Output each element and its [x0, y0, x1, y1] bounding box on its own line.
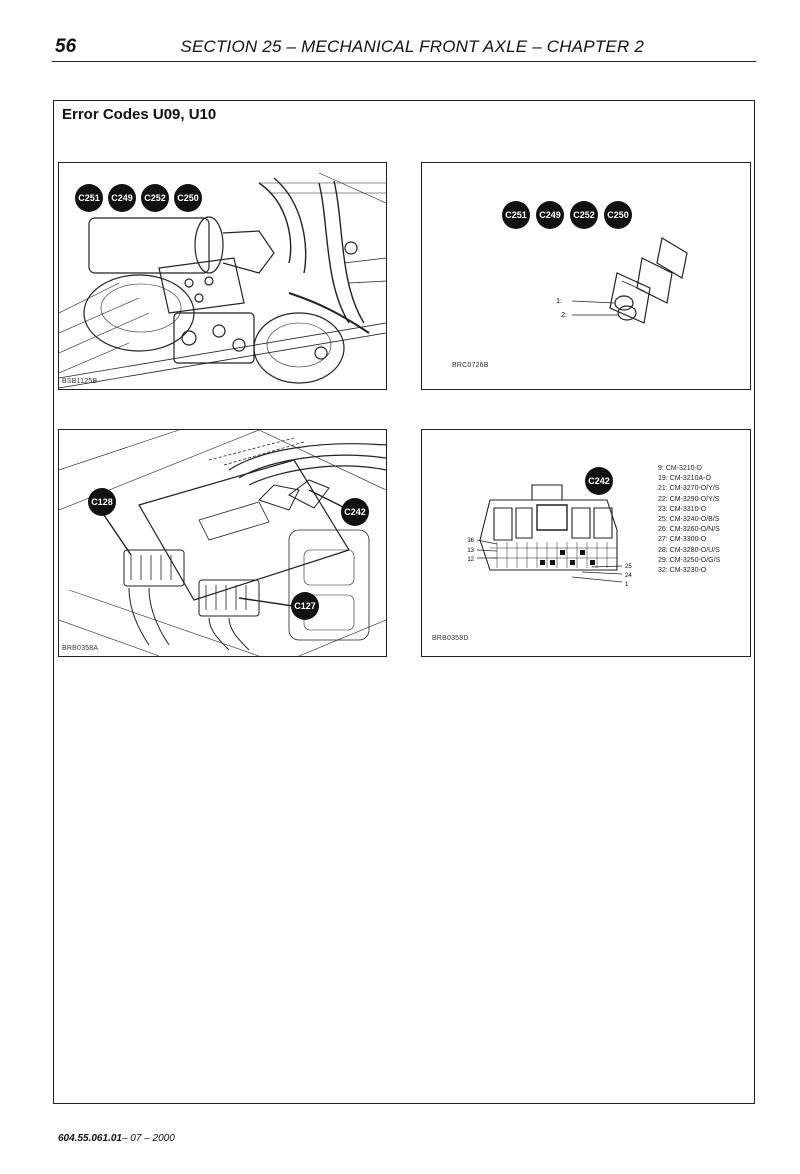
figure-1-ref: BSB1125B — [62, 378, 98, 385]
legend-row: 25: CM-3240-O/B/S — [658, 516, 720, 524]
legend-row: 28: CM-3280-O/U/S — [658, 546, 720, 554]
header-rule — [52, 61, 756, 62]
pin-12-label: 12 — [467, 557, 474, 563]
pin-2-label: 2: — [561, 312, 567, 319]
legend-row: 19: CM-3210A-O — [658, 475, 711, 483]
figure-1-art — [59, 163, 386, 389]
legend-row: 22: CM-3290-O/Y/S — [658, 495, 720, 503]
legend-row: 26: CM-3260-O/N/S — [658, 526, 720, 534]
fig1-label-c250: C250 — [177, 193, 199, 203]
figure-2-connector-drawing — [421, 162, 751, 390]
fig3-label-c127: C127 — [294, 601, 316, 611]
pin-36-label: 36 — [467, 538, 474, 544]
pin-13-label: 13 — [467, 548, 474, 554]
connector-label-group — [75, 184, 202, 212]
two-pin-connector — [572, 238, 687, 323]
section-title: SECTION 25 – MECHANICAL FRONT AXLE – CHAPTER 2 — [180, 37, 644, 56]
figure-4-pinout-drawing — [421, 429, 751, 657]
fig3-label-c242: C242 — [344, 507, 366, 517]
figure-2-ref: BRC0726B — [452, 362, 489, 369]
pin-1-number: 1 — [625, 582, 629, 588]
document-number: 604.55.061.01 — [58, 1133, 122, 1144]
legend-row: 29: CM-3250-O/G/S — [658, 556, 721, 564]
figure-2-art — [422, 163, 750, 389]
figure-3-controller-drawing — [58, 429, 387, 657]
figure-1-engine-drawing — [58, 162, 387, 390]
fig1-label-c252: C252 — [144, 193, 166, 203]
fig2-label-c250: C250 — [607, 210, 629, 220]
legend-row: 32: CM-3230-O — [658, 567, 707, 575]
page-number: 56 — [55, 36, 77, 57]
fig2-label-c251: C251 — [505, 210, 527, 220]
fig1-label-c251: C251 — [78, 193, 100, 203]
pin-25-label: 25 — [625, 564, 632, 570]
fig4-label-c242: C242 — [588, 476, 610, 486]
legend-row: 23: CM-3310-O — [658, 505, 707, 513]
error-codes-frame — [53, 100, 755, 1104]
legend-row: 27: CM-3300-O — [658, 536, 707, 544]
document-date: – 07 – 2000 — [121, 1133, 175, 1144]
pin-1-label: 1: — [556, 298, 562, 305]
page-header — [52, 34, 756, 62]
legend-row: 9: CM-3210-D — [658, 465, 702, 472]
figure-3-ref: BRB0358A — [62, 645, 99, 652]
figure-3-art — [59, 430, 386, 656]
fig1-label-c249: C249 — [111, 193, 133, 203]
pinout-legend — [658, 464, 720, 576]
fig2-label-c252: C252 — [573, 210, 595, 220]
frame-title: Error Codes U09, U10 — [62, 106, 217, 123]
pin-24-label: 24 — [625, 573, 632, 579]
c242-connector-face — [477, 485, 622, 582]
fig2-label-c249: C249 — [539, 210, 561, 220]
figure-4-ref: BRB0358D — [432, 635, 469, 642]
legend-row: 21: CM-3270-O/Y/S — [658, 485, 720, 493]
page-footer — [58, 1133, 175, 1144]
fig3-label-c128: C128 — [91, 497, 113, 507]
